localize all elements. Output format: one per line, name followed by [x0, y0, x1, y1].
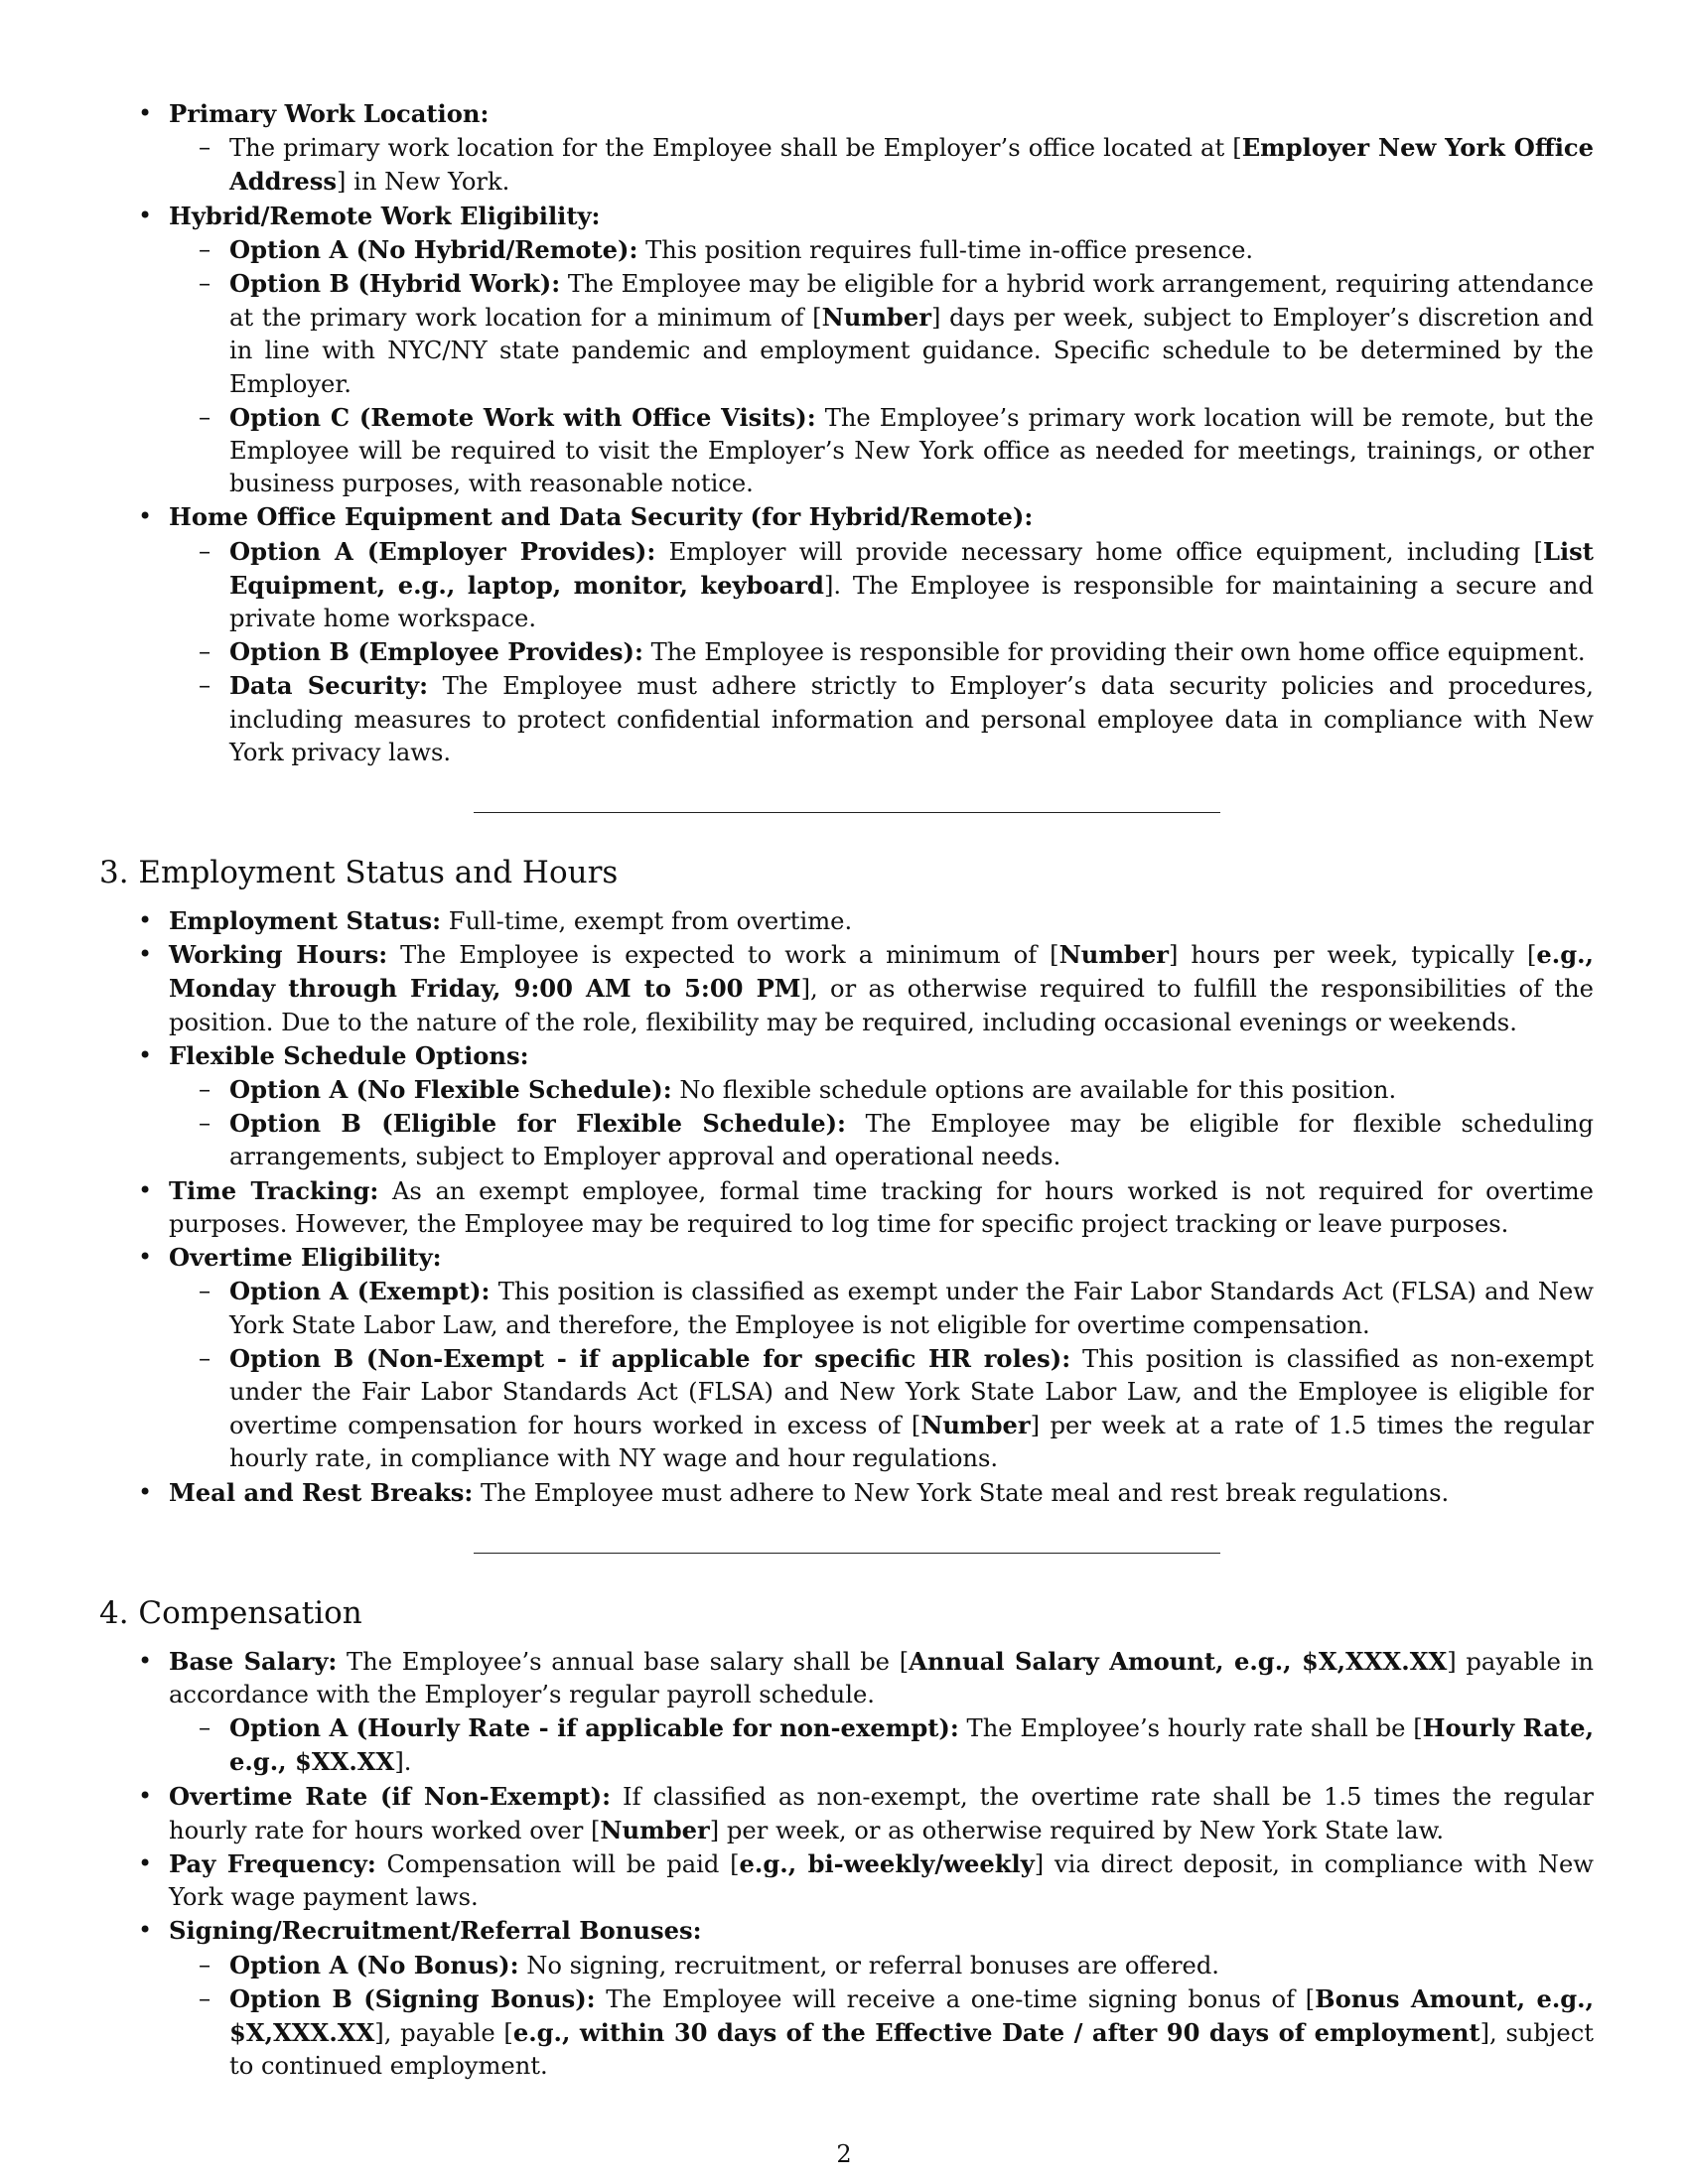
bullet-icon: •	[138, 1040, 153, 1069]
bullet-icon: •	[138, 1848, 153, 1877]
section-divider	[474, 1553, 1220, 1554]
compensation-list	[99, 1645, 1594, 2084]
list-item-home-office	[99, 500, 1594, 769]
dash-icon: –	[199, 637, 211, 666]
dash-icon: –	[199, 536, 211, 565]
sub-item: – The primary work location for the Employee shall be Employer’s office located at [Employer New York Office Address] in New York.	[199, 133, 1594, 197]
section-divider	[474, 812, 1220, 813]
sub-item-option-c: – Option C (Remote Work with Office Visits): The Employee’s primary work location will be remote, but the Employee will be required to visit the Employer’s New York office as needed for meetings, trainings, or other business purposes, with reasonable notice.	[199, 402, 1594, 498]
dash-icon: –	[199, 1109, 211, 1138]
list-item-flexible-schedule: • Flexible Schedule Options: – Option A (No Flexible Schedule): No flexible schedule options are available for this position. – Option B (Eligible for Flexible Schedule): The Employee may be eligible for flexible scheduling arrangements, subject to Employer approval and operational needs.	[99, 1039, 1594, 1174]
list-item-employment-status: • Employment Status: Full-time, exempt from overtime.	[99, 904, 1594, 938]
bullet-icon: •	[138, 1243, 153, 1272]
sub-item-option-b: – Option B (Hybrid Work): The Employee may be eligible for a hybrid work arrangement, requiring attendance at the primary work location for a minimum of [Number] days per week, subject to Employer’s discretion and in line with NYC/NY state pandemic and employment guidance. Specific schedule to be determined by the Employer.	[199, 269, 1595, 398]
item-label: Primary Work Location:	[169, 99, 490, 128]
list-item-primary-work-location	[99, 97, 1594, 200]
dash-icon: –	[199, 1950, 211, 1979]
dash-icon: –	[199, 1343, 211, 1372]
dash-icon: –	[199, 133, 211, 162]
section-heading-employment-status: 3. Employment Status and Hours	[99, 855, 619, 891]
page-content	[99, 97, 1594, 2083]
dash-icon: –	[199, 1075, 211, 1104]
sub-item-data-security: – Data Security: The Employee must adhere strictly to Employer’s data security policies and procedures, including measures to protect confidential information and personal employee data in compliance with New York privacy laws.	[199, 671, 1594, 766]
list-item-overtime-eligibility: • Overtime Eligibility: – Option A (Exempt): This position is classified as exempt under the Fair Labor Standards Act (FLSA) and New York State Labor Law, and therefore, the Employee is not eligible for overtime compensation. – Option B (Non-Exempt - if applicable for specific HR roles): This position is classified as non-exempt under the Fair Labor Standards Act (FLSA) and New York State Labor Law, and the Employee is eligible for overtime compensation for hours worked in excess of [Number] per week at a rate of 1.5 times the regular hourly rate, in compliance with NY wage and hour regulations.	[99, 1241, 1594, 1475]
bullet-icon: •	[138, 1646, 153, 1675]
bullet-icon: •	[138, 940, 153, 969]
employment-status-list	[99, 904, 1594, 1510]
dash-icon: –	[199, 234, 211, 263]
bullet-icon: •	[138, 1781, 153, 1810]
item-label: Hybrid/Remote Work Eligibility:	[169, 201, 601, 230]
sub-item-option-a: – Option A (Employer Provides): Employer will provide necessary home office equipment, including [List Equipment, e.g., laptop, monitor, keyboard]. The Employee is responsible for maintaining a secure and private home workspace.	[199, 536, 1594, 633]
bullet-icon: •	[138, 99, 153, 127]
bullet-icon: •	[138, 1916, 153, 1945]
bullet-icon: •	[138, 1175, 153, 1204]
page-number: 2	[836, 2140, 852, 2168]
section-heading-compensation: 4. Compensation	[99, 1594, 362, 1631]
dash-icon: –	[199, 1713, 211, 1742]
bullet-icon: •	[138, 201, 153, 229]
list-item-overtime-rate: • Overtime Rate (if Non-Exempt): If classified as non-exempt, the overtime rate shall be 1.5 times the regular hourly rate for hours worked over [Number] per week, or as otherwise required by New York State law.	[138, 1781, 1594, 1844]
dash-icon: –	[199, 1983, 211, 2012]
sub-item-option-b: – Option B (Signing Bonus): The Employee will receive a one-time signing bonus of [Bonus Amount, e.g., $X,XXX.XX], payable [e.g., within 30 days of the Effective Date / after 90 days of employment], subject to continued employment.	[199, 1983, 1595, 2081]
list-item-hybrid-remote	[99, 200, 1594, 501]
list-item-bonuses: • Signing/Recruitment/Referral Bonuses: – Option A (No Bonus): No signing, recruitment, or referral bonuses are offered. – Option B (Signing Bonus): The Employee will receive a one-time signing bonus of [Bonus Amount, e.g., $X,XXX.XX], payable [e.g., within 30 days of the Effective Date / after 90 days of employment], subject to continued employment.	[99, 1914, 1594, 2083]
sub-item-option-b: – Option B (Eligible for Flexible Schedule): The Employee may be eligible for flexible scheduling arrangements, subject to Employer approval and operational needs.	[199, 1109, 1595, 1171]
list-item-time-tracking: • Time Tracking: As an exempt employee, formal time tracking for hours worked is not required for overtime purposes. However, the Employee may be required to log time for specific project tracking or leave purposes.	[138, 1175, 1594, 1238]
sub-item-hourly-rate: – Option A (Hourly Rate - if applicable for non-exempt): The Employee’s hourly rate shall be [Hourly Rate, e.g., $XX.XX].	[199, 1713, 1594, 1777]
sub-item-option-a: – Option A (No Hybrid/Remote): This position requires full-time in-office presence.	[169, 233, 1594, 267]
list-item-working-hours: • Working Hours: The Employee is expected to work a minimum of [Number] hours per week, typically [e.g., Monday through Friday, 9:00 AM to 5:00 PM], or as otherwise required to fulfill the responsibilities of the position. Due to the nature of the role, flexibility may be required, including occasional evenings or weekends.	[138, 940, 1594, 1036]
bullet-icon: •	[138, 906, 153, 935]
list-item-meal-rest: • Meal and Rest Breaks: The Employee must adhere to New York State meal and rest break regulations.	[99, 1476, 1594, 1510]
list-item-base-salary: • Base Salary: The Employee’s annual base salary shall be [Annual Salary Amount, e.g., $X,XXX.XX] payable in accordance with the Employer’s regular payroll schedule. – Option A (Hourly Rate - if applicable for non-exempt): The Employee’s hourly rate shall be [Hourly Rate, e.g., $XX.XX].	[99, 1645, 1594, 1780]
item-label: Home Office Equipment and Data Security (for Hybrid/Remote):	[169, 502, 1034, 532]
bullet-icon: •	[138, 1477, 153, 1506]
sub-item-option-a: – Option A (No Bonus): No signing, recruitment, or referral bonuses are offered.	[169, 1949, 1594, 1982]
list-item-pay-frequency: • Pay Frequency: Compensation will be paid [e.g., bi-weekly/weekly] via direct deposit, in compliance with New York wage payment laws.	[138, 1848, 1594, 1912]
dash-icon: –	[199, 269, 211, 298]
work-location-list	[99, 97, 1594, 769]
sub-item-option-b: – Option B (Employee Provides): The Employee is responsible for providing their own home office equipment.	[169, 635, 1594, 669]
dash-icon: –	[199, 402, 211, 431]
dash-icon: –	[199, 671, 211, 700]
sub-item-option-a: – Option A (No Flexible Schedule): No flexible schedule options are available for this position.	[169, 1073, 1594, 1107]
bullet-icon: •	[138, 502, 153, 531]
sub-item-option-b: – Option B (Non-Exempt - if applicable for specific HR roles): This position is classified as non-exempt under the Fair Labor Standards Act (FLSA) and New York State Labor Law, and the Employee is eligible for overtime compensation for hours worked in excess of [Number] per week at a rate of 1.5 times the regular hourly rate, in compliance with NY wage and hour regulations.	[199, 1343, 1594, 1473]
dash-icon: –	[199, 1277, 211, 1305]
sub-item-option-a: – Option A (Exempt): This position is classified as exempt under the Fair Labor Standards Act (FLSA) and New York State Labor Law, and therefore, the Employee is not eligible for overtime compensation.	[199, 1277, 1595, 1339]
